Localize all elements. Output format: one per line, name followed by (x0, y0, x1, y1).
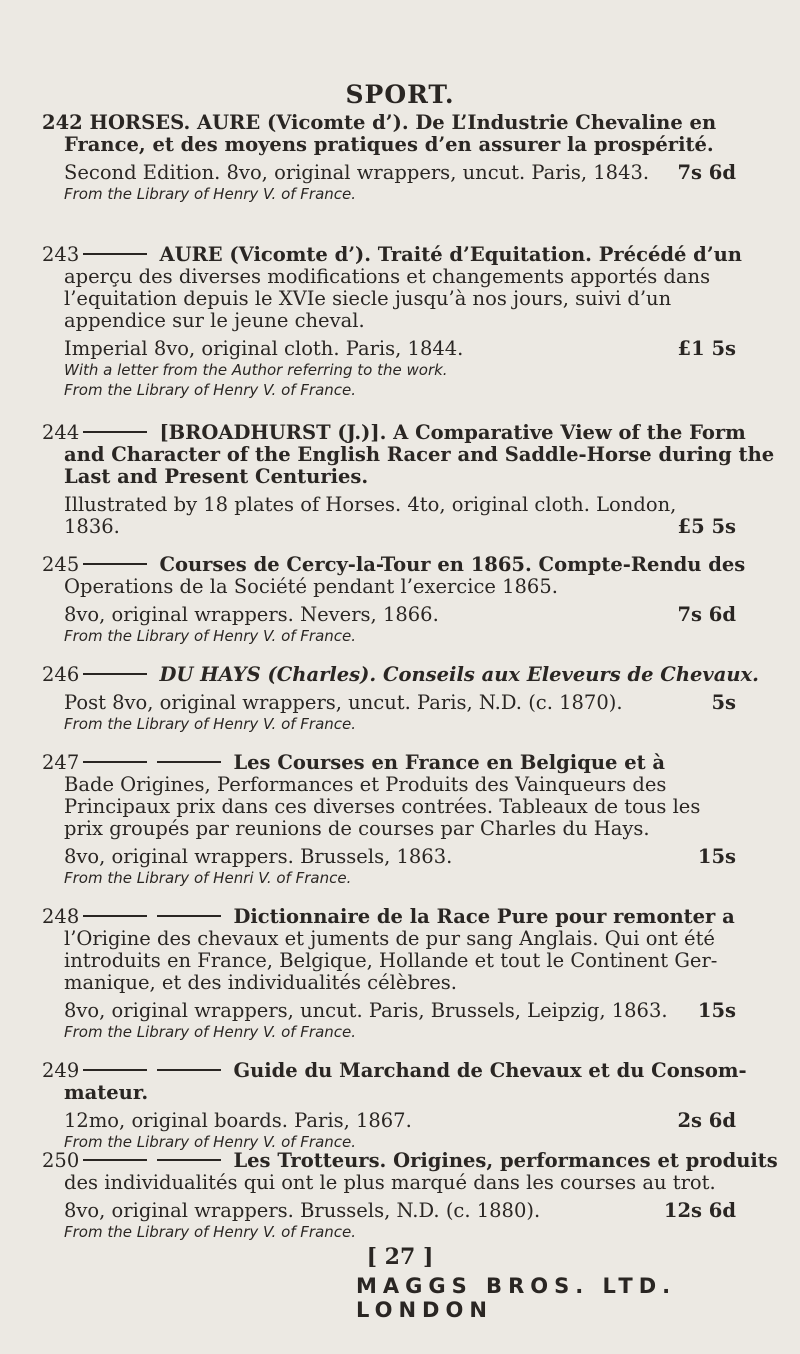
ditto-dash (83, 761, 147, 763)
entry-title-line: Bade Origines, Performances et Produits des Vainqueurs des (64, 773, 667, 796)
provenance-note: From the Library of Henry V. of France. (64, 185, 357, 203)
publication-details: 8vo, original wrappers, uncut. Paris, Brussels, Leipzig, 1863. (64, 999, 668, 1022)
entry-publication (64, 162, 736, 184)
lot-number: 247 (42, 751, 80, 774)
entry-publication (64, 1000, 736, 1022)
lot-number: 243 (42, 243, 80, 266)
price: 7s 6d (677, 161, 736, 184)
entry-heading: Les Trotteurs. Origines, performances et produits (233, 1149, 778, 1172)
price: 15s (697, 999, 736, 1022)
entry-title-line: Principaux prix dans ces diverses contrées. Tableaux de tous les (64, 795, 701, 818)
catalogue-entry-249 (42, 1059, 747, 1152)
entry-title-line: manique, et des individualités célèbres. (64, 971, 457, 994)
lot-number: 246 (42, 663, 80, 686)
price: 7s 6d (677, 603, 736, 626)
entry-title-line: mateur. (64, 1081, 149, 1104)
entry-heading: Dictionnaire de la Race Pure pour remonter a (233, 905, 735, 928)
entry-heading: Guide du Marchand de Chevaux et du Consom- (233, 1059, 747, 1082)
catalogue-entry-248 (42, 905, 736, 1042)
ditto-dash (83, 563, 147, 565)
catalogue-entry-242 (42, 111, 736, 204)
entry-heading: HORSES. AURE (Vicomte d’). De L’Industrie Chevaline en (89, 111, 717, 134)
catalogue-entry-247 (42, 751, 736, 888)
entry-publication (64, 1200, 736, 1222)
entry-publication (64, 338, 736, 360)
ditto-dash (83, 1159, 147, 1161)
ditto-dash (83, 1069, 147, 1071)
entry-title-line: Operations de la Société pendant l’exercice 1865. (64, 575, 558, 598)
lot-number: 249 (42, 1059, 80, 1082)
price: 5s (711, 691, 736, 714)
ditto-dash (157, 1069, 221, 1071)
publication-details: Illustrated by 18 plates of Horses. 4to, original cloth. London, (64, 493, 677, 516)
catalogue-entry-246 (42, 663, 759, 734)
entry-title-line: appendice sur le jeune cheval. (64, 309, 365, 332)
section-heading: SPORT. (345, 80, 455, 109)
ditto-dash (83, 431, 147, 433)
entry-title-line: des individualités qui ont le plus marqué dans les courses au trot. (64, 1171, 716, 1194)
entry-title-line: l’Origine des chevaux et juments de pur sang Anglais. Qui ont été (64, 927, 715, 950)
entry-title-line: introduits en France, Belgique, Hollande et tout le Continent Ger- (64, 949, 718, 972)
provenance-note: From the Library of Henry V. of France. (64, 627, 357, 645)
entry-heading: [BROADHURST (J.)]. A Comparative View of the Form (159, 421, 746, 444)
price: £1 5s (677, 337, 736, 360)
lot-number: 242 (42, 111, 83, 134)
entry-title-line: Last and Present Centuries. (64, 465, 369, 488)
lot-number: 248 (42, 905, 80, 928)
ditto-dash (157, 761, 221, 763)
provenance-note: From the Library of Henri V. of France. (64, 869, 352, 887)
lot-number: 244 (42, 421, 80, 444)
publication-details: Second Edition. 8vo, original wrappers, uncut. Paris, 1843. (64, 161, 650, 184)
provenance-note: From the Library of Henry V. of France. (64, 715, 357, 733)
price: 2s 6d (677, 1109, 736, 1132)
ditto-dash (83, 915, 147, 917)
entry-publication (64, 692, 736, 714)
publication-details: 12mo, original boards. Paris, 1867. (64, 1109, 412, 1132)
letter-note: With a letter from the Author referring to the work. (64, 361, 448, 379)
entry-title-line: and Character of the English Racer and Saddle-Horse during the (64, 443, 775, 466)
entry-publication (64, 1110, 736, 1132)
publication-details: 8vo, original wrappers. Nevers, 1866. (64, 603, 439, 626)
publication-details: Post 8vo, original wrappers, uncut. Paris, N.D. (c. 1870). (64, 691, 623, 714)
entry-title-line: prix groupés par reunions de courses par Charles du Hays. (64, 817, 650, 840)
publisher-imprint: MAGGS BROS. LTD. LONDON (356, 1274, 677, 1322)
provenance-note: From the Library of Henry V. of France. (64, 1023, 357, 1041)
ditto-dash (83, 253, 147, 255)
publication-details: Imperial 8vo, original cloth. Paris, 1844. (64, 337, 464, 360)
entry-publication (64, 604, 736, 626)
price: 12s 6d (663, 1199, 736, 1222)
entry-heading: DU HAYS (Charles). Conseils aux Eleveurs de Chevaux. (159, 663, 759, 686)
catalogue-entry-245 (42, 553, 746, 646)
provenance-note: From the Library of Henry V. of France. (64, 381, 357, 399)
entry-title-line: l’equitation depuis le XVIe siecle jusqu’à nos jours, suivi d’un (64, 287, 672, 310)
lot-number: 250 (42, 1149, 80, 1172)
price: 15s (697, 845, 736, 868)
publication-details: 8vo, original wrappers. Brussels, 1863. (64, 845, 453, 868)
publication-year: 1836. (64, 515, 120, 538)
entry-publication (64, 516, 736, 538)
catalogue-entry-243 (42, 243, 742, 400)
catalogue-entry-250 (42, 1149, 778, 1242)
entry-heading: Courses de Cercy-la-Tour en 1865. Compte-Rendu des (159, 553, 746, 576)
lot-number: 245 (42, 553, 80, 576)
ditto-dash (157, 915, 221, 917)
provenance-note: From the Library of Henry V. of France. (64, 1223, 357, 1241)
ditto-dash (83, 673, 147, 675)
entry-heading: AURE (Vicomte d’). Traité d’Equitation. Précédé d’un (159, 243, 742, 266)
publication-details: 8vo, original wrappers. Brussels, N.D. (c. 1880). (64, 1199, 541, 1222)
price: £5 5s (677, 515, 736, 538)
entry-publication (64, 846, 736, 868)
page-number: [ 27 ] (366, 1244, 434, 1270)
entry-title: France, et des moyens pratiques d’en assurer la prospérité. (64, 133, 714, 156)
entry-title-line: aperçu des diverses modifications et changements apportés dans (64, 265, 711, 288)
entry-heading: Les Courses en France en Belgique et à (233, 751, 666, 774)
ditto-dash (157, 1159, 221, 1161)
provenance-note: From the Library of Henry V. of France. (64, 1133, 357, 1151)
catalogue-entry-244 (42, 421, 775, 538)
